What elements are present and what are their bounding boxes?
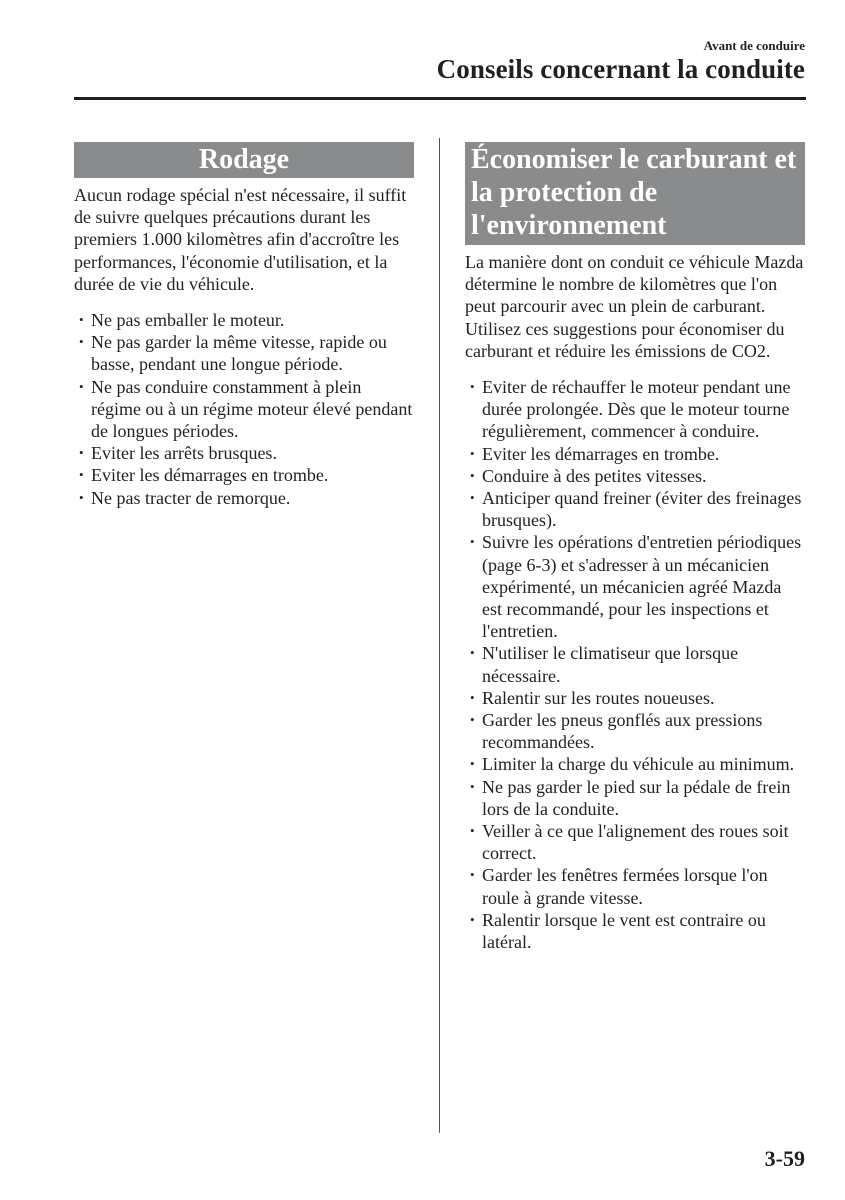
left-column <box>74 142 414 509</box>
bullet-text: N'utiliser le climatiseur que lorsque nécessaire. <box>482 643 739 686</box>
bullet-item <box>465 443 805 465</box>
bullet-item <box>74 376 414 443</box>
bullet-dot-icon: • <box>470 867 475 883</box>
bullet-text: Veiller à ce que l'alignement des roues soit correct. <box>482 821 789 864</box>
bullet-item <box>74 487 414 509</box>
bullet-dot-icon: • <box>470 778 475 794</box>
bullet-dot-icon: • <box>470 911 475 927</box>
rodage-bullet-list <box>74 309 414 509</box>
bullet-dot-icon: • <box>79 467 84 483</box>
economiser-bullet-list <box>465 376 805 953</box>
bullet-item <box>465 376 805 443</box>
bullet-text: Conduire à des petites vitesses. <box>482 465 707 486</box>
bullet-text: Suivre les opérations d'entretien périodiques (page 6-3) et s'adresser à un mécanicien expérimenté, un mécanicien agréé Mazda est recommandé, pour les inspections et l'entretien. <box>482 532 802 642</box>
bullet-item <box>465 642 805 686</box>
bullet-dot-icon: • <box>470 823 475 839</box>
bullet-text: Eviter les démarrages en trombe. <box>482 443 720 464</box>
bullet-dot-icon: • <box>470 689 475 705</box>
bullet-text: Eviter les démarrages en trombe. <box>91 465 329 486</box>
bullet-item <box>465 531 805 642</box>
bullet-item <box>74 464 414 486</box>
section-title-economiser: Économiser le carburant et la protection de l'environnement <box>465 142 805 245</box>
bullet-dot-icon: • <box>79 445 84 461</box>
bullet-text: Eviter les arrêts brusques. <box>91 443 277 464</box>
bullet-text: Ralentir lorsque le vent est contraire ou latéral. <box>482 909 766 953</box>
bullet-text: Garder les fenêtres fermées lorsque l'on roule à grande vitesse. <box>482 865 768 908</box>
bullet-text: Anticiper quand freiner (éviter des freinages brusques). <box>482 488 802 531</box>
section-title-rodage: Rodage <box>74 142 414 178</box>
bullet-dot-icon: • <box>470 467 475 483</box>
bullet-item <box>465 776 805 820</box>
bullet-text: Ne pas garder le pied sur la pédale de frein lors de la conduite. <box>482 776 791 819</box>
rodage-intro: Aucun rodage spécial n'est nécessaire, il suffit de suivre quelques précautions durant les premiers 1.000 kilomètres afin d'accroître les performances, l'économie d'utilisation, et la durée de vie du véhicule. <box>74 185 407 294</box>
header-section-label: Avant de conduire <box>703 38 805 53</box>
bullet-dot-icon: • <box>79 334 84 350</box>
bullet-dot-icon: • <box>470 445 475 461</box>
bullet-dot-icon: • <box>470 645 475 661</box>
bullet-text: Ne pas garder la même vitesse, rapide ou basse, pendant une longue période. <box>91 332 387 375</box>
header-rule <box>74 97 806 100</box>
right-column <box>465 142 805 953</box>
bullet-dot-icon: • <box>79 489 84 505</box>
bullet-text: Eviter de réchauffer le moteur pendant une durée prolongée. Dès que le moteur tourne régulièrement, commencer à conduire. <box>482 377 791 442</box>
bullet-item <box>465 709 805 753</box>
bullet-item <box>465 465 805 487</box>
bullet-dot-icon: • <box>470 534 475 550</box>
page-number: 3-59 <box>764 1146 805 1171</box>
bullet-item <box>74 309 414 331</box>
bullet-dot-icon: • <box>470 756 475 772</box>
bullet-text: Ne pas tracter de remorque. <box>91 487 291 508</box>
bullet-item <box>74 331 414 375</box>
bullet-text: Limiter la charge du véhicule au minimum. <box>482 754 795 775</box>
bullet-item <box>465 864 805 908</box>
bullet-item <box>465 820 805 864</box>
bullet-item <box>74 442 414 464</box>
bullet-dot-icon: • <box>79 378 84 394</box>
economiser-intro: La manière dont on conduit ce véhicule Mazda détermine le nombre de kilomètres que l'on peut parcourir avec un plein de carburant. Utilisez ces suggestions pour économiser du carburant et réduire les émissions de CO2. <box>465 252 804 361</box>
bullet-text: Ne pas emballer le moteur. <box>91 310 285 331</box>
bullet-text: Ne pas conduire constamment à plein régime ou à un régime moteur élevé pendant de longues périodes. <box>91 376 413 442</box>
bullet-item <box>465 753 805 775</box>
bullet-dot-icon: • <box>470 379 475 395</box>
bullet-text: Garder les pneus gonflés aux pressions recommandées. <box>482 710 763 753</box>
bullet-item <box>465 909 805 953</box>
bullet-item <box>465 487 805 531</box>
bullet-item <box>465 687 805 709</box>
bullet-text: Ralentir sur les routes noueuses. <box>482 687 715 708</box>
column-divider <box>439 138 440 1133</box>
bullet-dot-icon: • <box>79 312 84 328</box>
bullet-dot-icon: • <box>470 490 475 506</box>
page-title: Conseils concernant la conduite <box>436 54 805 84</box>
bullet-dot-icon: • <box>470 712 475 728</box>
